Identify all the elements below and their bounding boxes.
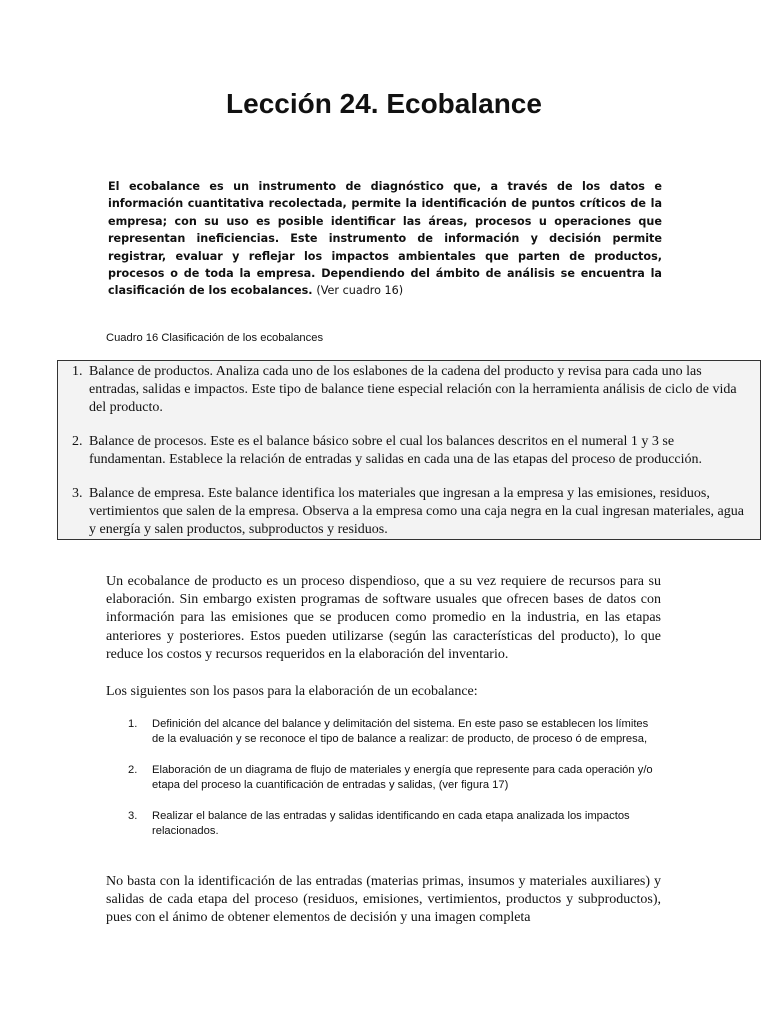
steps-list [128, 717, 662, 839]
box-item-text: Balance de procesos. Este es el balance básico sobre el cual los balances descritos en el numeral 1 y 3 se fundamentan. Establece la relación de entradas y salidas en cada una de las etapas del proceso de producción. [89, 434, 703, 467]
classification-box [57, 360, 761, 540]
page-title: Lección 24. Ecobalance [226, 88, 542, 119]
list-item-text: Elaboración de un diagrama de flujo de materiales y energía que represente para cada operación y/o etapa del proceso la cuantificación de entradas y salidas, (ver figura 17) [152, 764, 653, 791]
box-item-text: Balance de productos. Analiza cada uno de los eslabones de la cadena del producto y revisa para cada uno las entradas, salidas e impactos. Este tipo de balance tiene especial relación con la herramienta análisis de ciclo de vida del producto. [89, 364, 737, 415]
list-item-number: 1. [128, 718, 138, 730]
box-item [72, 363, 754, 417]
body-paragraph: Un ecobalance de producto es un proceso dispendioso, que a su vez requiere de recursos para su elaboración. Sin embargo existen programas de software usuales que ofrecen bases de datos con información para las emisiones que se producen como promedio en la industria, en las etapas anteriores y posteriores. Estos pueden utilizarse (según las características del producto), lo que reduce los costos y recursos requeridos en la elaboración del inventario. [106, 574, 661, 662]
intro-text: El ecobalance es un instrumento de diagnóstico que, a través de los datos e información cuantitativa recolectada, permite la identificación de puntos críticos de la empresa; con su uso es posible identificar las áreas, procesos u operaciones que representan ineficiencias. Este instrumento de información y decisión permite registrar, evaluar y reflejar los impactos ambientales que parten de productos, procesos o de toda la empresa. Dependiendo del ámbito de análisis se encuentra la clasificación de los ecobalances. [108, 180, 662, 298]
table-caption: Cuadro 16 Clasificación de los ecobalances [106, 332, 324, 344]
body-paragraph: Los siguientes son los pasos para la elaboración de un ecobalance: [106, 684, 478, 699]
box-item [72, 485, 754, 539]
intro-reference: (Ver cuadro 16) [316, 284, 404, 298]
intro-paragraph [108, 178, 662, 300]
box-item-number: 3. [72, 486, 83, 501]
list-item [128, 809, 662, 839]
list-item-text: Realizar el balance de las entradas y salidas identificando en cada etapa analizada los impactos relacionados. [152, 810, 630, 837]
list-item [128, 717, 662, 747]
body-paragraph: No basta con la identificación de las entradas (materias primas, insumos y materiales auxiliares) y salidas de cada etapa del proceso (residuos, emisiones, vertimientos, productos y subproductos), pues con el ánimo de obtener elementos de decisión y una imagen completa [106, 874, 661, 926]
box-item-number: 1. [72, 364, 83, 379]
list-item [128, 763, 662, 793]
list-item-number: 3. [128, 810, 138, 822]
list-item-text: Definición del alcance del balance y delimitación del sistema. En este paso se establecen los límites de la evaluación y se reconoce el tipo de balance a realizar: de producto, de proceso ó de empresa, [152, 718, 649, 745]
list-item-number: 2. [128, 764, 138, 776]
box-item [72, 433, 754, 469]
box-item-number: 2. [72, 434, 83, 449]
box-item-text: Balance de empresa. Este balance identifica los materiales que ingresan a la empresa y las emisiones, residuos, vertimientos que salen de la empresa. Observa a la empresa como una caja negra en la cual ingresan materiales, agua y energía y salen productos, subproductos y residuos. [89, 486, 744, 537]
